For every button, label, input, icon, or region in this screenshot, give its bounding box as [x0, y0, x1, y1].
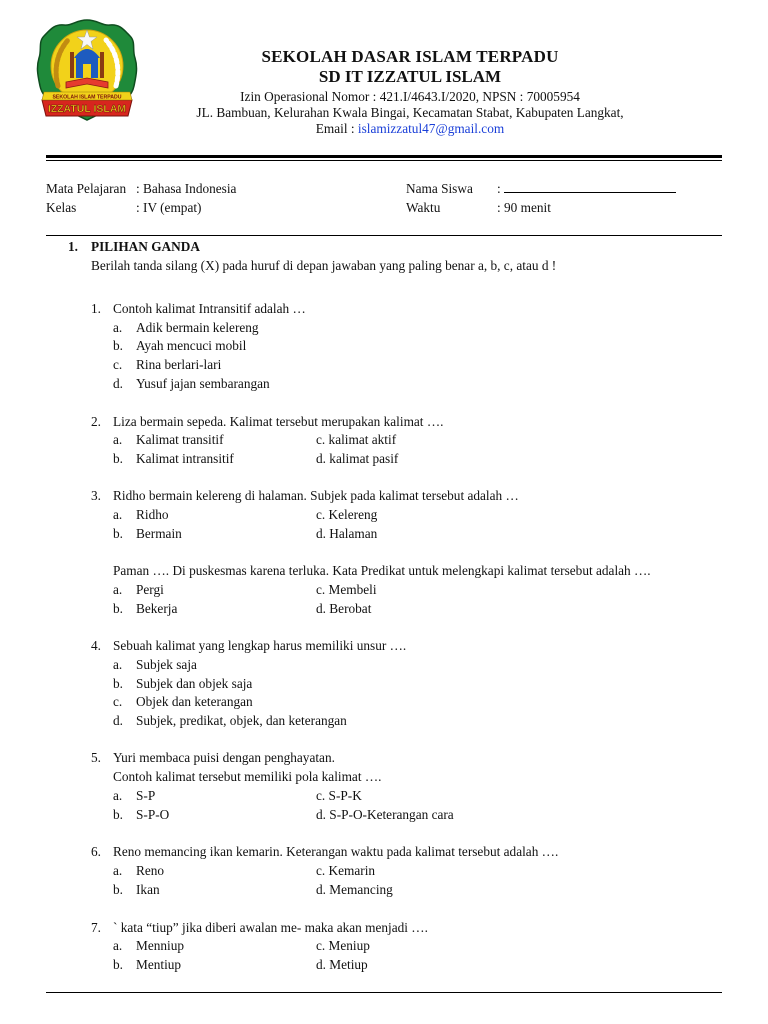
- question-text: Contoh kalimat Intransitif adalah …: [113, 301, 306, 316]
- option-letter[interactable]: b.: [113, 451, 123, 466]
- option-letter[interactable]: a.: [113, 320, 123, 335]
- option-letter[interactable]: a.: [113, 582, 123, 597]
- question-text: Paman …. Di puskesmas karena terluka. Kata Predikat untuk melengkapi kalimat tersebut adalah ….: [113, 563, 651, 578]
- class-label: Kelas: [46, 200, 77, 215]
- option-text: Reno: [136, 863, 165, 878]
- student-name-colon: :: [497, 181, 501, 196]
- subject-label: Mata Pelajaran: [46, 181, 127, 196]
- option-text-right[interactable]: c. Membeli: [316, 582, 377, 597]
- email-link[interactable]: islamizzatul47@gmail.com: [357, 121, 505, 136]
- school-name-heading: SD IT IZZATUL ISLAM: [318, 67, 502, 86]
- logo-top-text: SEKOLAH ISLAM TERPADU: [52, 94, 122, 101]
- option-text: Subjek dan objek saja: [136, 676, 253, 691]
- address-line: JL. Bambuan, Kelurahan Kwala Bingai, Kecamatan Stabat, Kabupaten Langkat,: [196, 105, 624, 120]
- info-divider: [46, 235, 722, 236]
- option-text: Pergi: [136, 582, 164, 597]
- option-text-right[interactable]: d. Metiup: [316, 957, 368, 972]
- option-letter[interactable]: a.: [113, 657, 123, 672]
- email-label: Email :: [315, 121, 358, 136]
- footer-divider: [46, 992, 722, 993]
- student-name-field[interactable]: [497, 180, 676, 197]
- option-text: Adik bermain kelereng: [136, 320, 259, 335]
- question-number: 5.: [91, 750, 101, 765]
- question-number: 6.: [91, 844, 101, 859]
- license-line: Izin Operasional Nomor : 421.I/4643.I/2020, NPSN : 70005954: [240, 89, 580, 104]
- option-letter[interactable]: a.: [113, 863, 123, 878]
- question-number: 4.: [91, 638, 101, 653]
- question-text: Contoh kalimat tersebut memiliki pola kalimat ….: [113, 769, 382, 784]
- option-text-right[interactable]: d. Halaman: [316, 526, 378, 541]
- option-text: S-P-O: [136, 807, 170, 822]
- student-name-blank[interactable]: [504, 181, 676, 193]
- option-text: Bekerja: [136, 601, 178, 616]
- option-text: Objek dan keterangan: [136, 694, 253, 709]
- option-text: Ayah mencuci mobil: [136, 338, 247, 353]
- question-text: Ridho bermain kelereng di halaman. Subjek pada kalimat tersebut adalah …: [113, 488, 519, 503]
- option-text-right[interactable]: d. kalimat pasif: [316, 451, 399, 466]
- option-letter[interactable]: b.: [113, 957, 123, 972]
- option-text: S-P: [136, 788, 156, 803]
- time-label: Waktu: [406, 200, 441, 215]
- option-letter[interactable]: a.: [113, 788, 123, 803]
- question-number: 1.: [91, 301, 101, 316]
- question-text: Liza bermain sepeda. Kalimat tersebut merupakan kalimat ….: [113, 414, 444, 429]
- option-letter[interactable]: b.: [113, 601, 123, 616]
- option-text: Subjek, predikat, objek, dan keterangan: [136, 713, 347, 728]
- question-text: ` kata “tiup” jika diberi awalan me- maka akan menjadi ….: [113, 920, 428, 935]
- option-text: Kalimat intransitif: [136, 451, 234, 466]
- section-instruction: Berilah tanda silang (X) pada huruf di depan jawaban yang paling benar a, b, c, atau d !: [91, 258, 557, 273]
- option-letter[interactable]: a.: [113, 432, 123, 447]
- option-text-right[interactable]: c. Meniup: [316, 938, 370, 953]
- section-number: 1.: [68, 239, 78, 254]
- email-line: [120, 121, 700, 137]
- option-text-right[interactable]: c. S-P-K: [316, 788, 362, 803]
- option-text-right[interactable]: d. Memancing: [316, 882, 393, 897]
- question-text: Sebuah kalimat yang lengkap harus memiliki unsur ….: [113, 638, 407, 653]
- option-text: Menniup: [136, 938, 185, 953]
- question-text: Yuri membaca puisi dengan penghayatan.: [113, 750, 335, 765]
- option-letter[interactable]: a.: [113, 938, 123, 953]
- option-text-right[interactable]: c. Kemarin: [316, 863, 376, 878]
- option-text: Subjek saja: [136, 657, 197, 672]
- option-letter[interactable]: c.: [113, 694, 123, 709]
- option-letter[interactable]: d.: [113, 713, 123, 728]
- header-divider-thick: [46, 155, 722, 158]
- option-text: Yusuf jajan sembarangan: [136, 376, 270, 391]
- option-text: Ikan: [136, 882, 160, 897]
- option-text: Bermain: [136, 526, 182, 541]
- option-letter[interactable]: b.: [113, 807, 123, 822]
- subject-value: : Bahasa Indonesia: [136, 181, 237, 196]
- option-text: Ridho: [136, 507, 169, 522]
- option-text-right[interactable]: c. kalimat aktif: [316, 432, 397, 447]
- question-text: Reno memancing ikan kemarin. Keterangan waktu pada kalimat tersebut adalah ….: [113, 844, 559, 859]
- option-text-right[interactable]: d. S-P-O-Keterangan cara: [316, 807, 454, 822]
- option-letter[interactable]: b.: [113, 338, 123, 353]
- question-number: 7.: [91, 920, 101, 935]
- option-text-right[interactable]: d. Berobat: [316, 601, 372, 616]
- option-letter[interactable]: d.: [113, 376, 123, 391]
- question-number: 3.: [91, 488, 101, 503]
- option-text: Mentiup: [136, 957, 182, 972]
- student-name-label: Nama Siswa: [406, 181, 473, 196]
- option-letter[interactable]: a.: [113, 507, 123, 522]
- option-letter[interactable]: c.: [113, 357, 123, 372]
- header-divider-thin: [46, 160, 722, 161]
- option-text-right[interactable]: c. Kelereng: [316, 507, 378, 522]
- class-value: : IV (empat): [136, 200, 202, 215]
- option-letter[interactable]: b.: [113, 882, 123, 897]
- option-text: Kalimat transitif: [136, 432, 224, 447]
- section-title: PILIHAN GANDA: [91, 239, 200, 254]
- option-letter[interactable]: b.: [113, 676, 123, 691]
- school-type-heading: SEKOLAH DASAR ISLAM TERPADU: [261, 47, 559, 66]
- option-text: Rina berlari-lari: [136, 357, 222, 372]
- option-letter[interactable]: b.: [113, 526, 123, 541]
- time-value: : 90 menit: [497, 200, 551, 215]
- question-number: 2.: [91, 414, 101, 429]
- logo-banner-text: IZZATUL ISLAM: [47, 103, 127, 115]
